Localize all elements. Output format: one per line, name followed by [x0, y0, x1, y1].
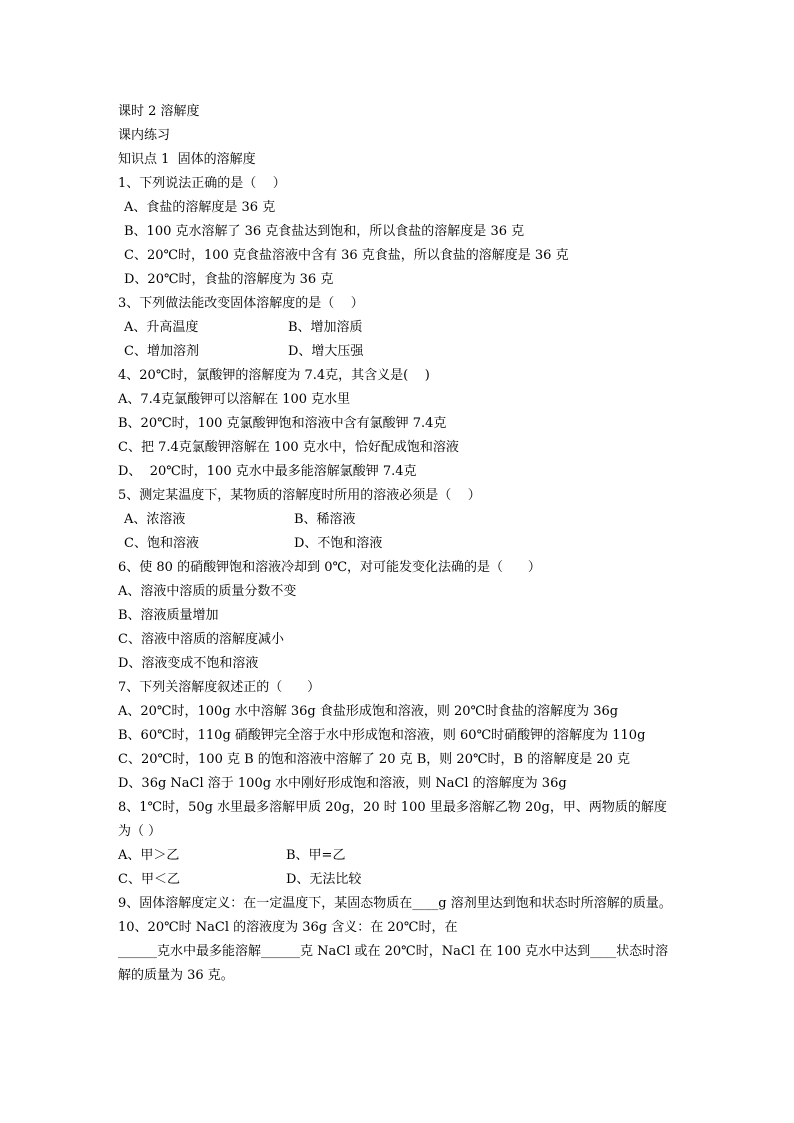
q5-option-d: D、不饱和溶液: [294, 536, 383, 551]
q10-line1: 10、20℃时 NaCl 的溶液度为 36g 含义：在 20℃时，在: [118, 920, 458, 935]
q5-options-row2: [118, 532, 678, 556]
q8-option-d: D、无法比较: [286, 872, 362, 887]
q5-options-row1: [118, 508, 678, 532]
q1-option-b: B、100 克水溶解了 36 克食盐达到饱和，所以食盐的溶解度是 36 克: [124, 224, 525, 239]
q3-options-row2: [118, 340, 678, 364]
q4-option-d: D、 20℃时，100 克水中最多能溶解氯酸钾 7.4克: [118, 464, 417, 479]
q8-options-row1: [118, 844, 678, 868]
q9-text: 9、固体溶解度定义：在一定温度下，某固态物质在____g 溶剂里达到饱和状态时所溶解的质量。: [118, 896, 672, 911]
q5-stem: 5、测定某温度下，某物质的溶解度时所用的溶液必须是（ ）: [118, 488, 481, 503]
q8-stem: 8、1℃时，50g 水里最多溶解甲质 20g，20 时 100 里最多溶解乙物 20g，甲、两物质的解度为（ ）: [118, 800, 667, 839]
q6-option-c: C、溶液中溶质的溶解度减小: [118, 632, 284, 647]
q3-options-row1: [118, 316, 678, 340]
q4-option-b: B、20℃时，100 克氯酸钾饱和溶液中含有氯酸钾 7.4克: [118, 416, 447, 431]
q1-option-d: D、20℃时，食盐的溶解度为 36 克: [124, 272, 334, 287]
q6-stem: 6、使 80 的硝酸钾饱和溶液冷却到 0℃，对可能发变化法确的是（ ）: [118, 560, 541, 575]
q6-option-a: A、溶液中溶质的质量分数不变: [118, 584, 297, 599]
q3-option-a: A、升高温度: [124, 320, 199, 335]
q7-option-a: A、20℃时，100g 水中溶解 36g 食盐形成饱和溶液，则 20℃时食盐的溶解度为 36g: [118, 704, 619, 719]
q8-option-c: C、甲＜乙: [118, 872, 180, 887]
q7-stem: 7、下列关溶解度叙述正的（ ）: [118, 680, 321, 695]
q6-option-b: B、溶液质量增加: [118, 608, 219, 623]
topic-title: 知识点 1 固体的溶解度: [118, 152, 256, 167]
q5-option-c: C、饱和溶液: [124, 536, 199, 551]
q4-option-a: A、7.4克氯酸钾可以溶解在 100 克水里: [118, 392, 351, 407]
q8-option-b: B、甲=乙: [286, 848, 346, 863]
q7-option-c: C、20℃时，100 克 B 的饱和溶液中溶解了 20 克 B，则 20℃时，B 的溶解度是 20 克: [118, 752, 630, 767]
section-title: 课内练习: [118, 128, 171, 143]
q10-line2: ______克水中最多能溶解______克 NaCl 或在 20℃时，NaCl 在 100 克水中达到____状态时溶解的质量为 36 克。: [118, 944, 669, 983]
q3-option-d: D、增大压强: [288, 344, 364, 359]
q5-option-b: B、稀溶液: [294, 512, 356, 527]
q8-options-row2: [118, 868, 678, 892]
q1-stem: 1、下列说法正确的是（ ）: [118, 176, 286, 191]
q6-option-d: D、溶液变成不饱和溶液: [118, 656, 259, 671]
q7-option-d: D、36g NaCl 溶于 100g 水中刚好形成饱和溶液，则 NaCl 的溶解度为 36g: [118, 776, 567, 791]
worksheet: [118, 100, 678, 988]
q4-option-c: C、把 7.4克氯酸钾溶解在 100 克水中，恰好配成饱和溶液: [118, 440, 459, 455]
q4-stem: 4、20℃时，氯酸钾的溶解度为 7.4克，其含义是( ): [118, 368, 430, 383]
q1-option-a: A、食盐的溶解度是 36 克: [124, 200, 276, 215]
q1-option-c: C、20℃时，100 克食盐溶液中含有 36 克食盐，所以食盐的溶解度是 36 克: [124, 248, 569, 263]
q5-option-a: A、浓溶液: [124, 512, 186, 527]
q3-option-c: C、增加溶剂: [124, 344, 199, 359]
lesson-title: 课时 2 溶解度: [118, 104, 200, 119]
q7-option-b: B、60℃时，110g 硝酸钾完全溶于水中形成饱和溶液，则 60℃时硝酸钾的溶解度为 110g: [118, 728, 646, 743]
q3-stem: 3、下列做法能改变固体溶解度的是（ ）: [118, 296, 364, 311]
q8-option-a: A、甲＞乙: [118, 848, 180, 863]
q3-option-b: B、增加溶质: [288, 320, 363, 335]
